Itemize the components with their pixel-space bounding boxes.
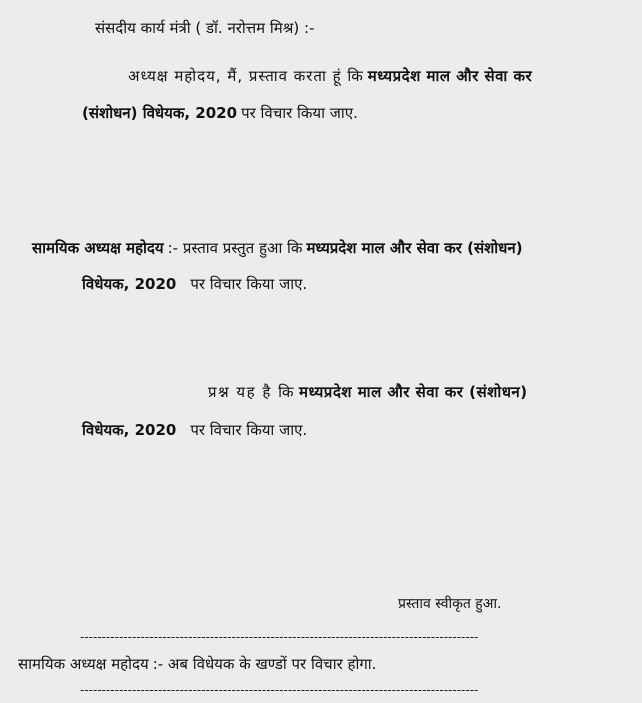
p3-line2-plain: पर विचार किया जाए. [190,421,308,439]
p1-line1 [128,66,532,86]
divider-top-dashes: -------------------------------------------------------------------------------------------- [80,630,479,644]
divider-bottom-dashes: -------------------------------------------------------------------------------------------- [80,683,479,697]
p2-line1 [32,238,523,258]
p3-line1 [208,382,528,402]
p4-speaker: सामयिक अध्यक्ष महोदय [18,655,149,673]
divider-bottom [80,683,604,697]
p1-line2-plain: पर विचार किया जाए. [241,104,358,122]
p2-line1-bold: मध्यप्रदेश माल और सेवा कर (संशोधन) [306,239,523,257]
p2-line2-bold: विधेयक, 2020 [82,275,177,293]
approved-label: प्रस्ताव स्वीकृत हुआ. [398,596,502,612]
minister-heading-text: संसदीय कार्य मंत्री ( डॉ. नरोत्तम मिश्र) :- [95,19,315,37]
divider-top [80,630,604,644]
p3-line1-plain: प्रश्न यह है कि [208,383,295,401]
p3-line1-bold: मध्यप्रदेश माल और सेवा कर (संशोधन) [298,383,528,401]
minister-heading [95,18,314,38]
p1-line2-bold: (संशोधन) विधेयक, 2020 [82,104,238,122]
p2-speaker: सामयिक अध्यक्ष महोदय [32,239,164,257]
p1-line1-bold: मध्यप्रदेश माल और सेवा कर [367,67,533,85]
p2-line2-plain: पर विचार किया जाए. [190,275,308,293]
p2-line2 [82,274,307,294]
p4-text: :- अब विधेयक के खण्डों पर विचार होगा. [152,655,377,673]
p1-line2 [82,103,358,123]
p1-line1-plain: अध्यक्ष महोदय, मैं, प्रस्ताव करता हूं कि [128,67,364,85]
p3-line2-bold: विधेयक, 2020 [82,421,177,439]
p2-line1-plain: :- प्रस्ताव प्रस्तुत हुआ कि [167,239,303,257]
p4-line [18,654,376,674]
p3-line2 [82,420,307,440]
approved-text [398,594,501,614]
